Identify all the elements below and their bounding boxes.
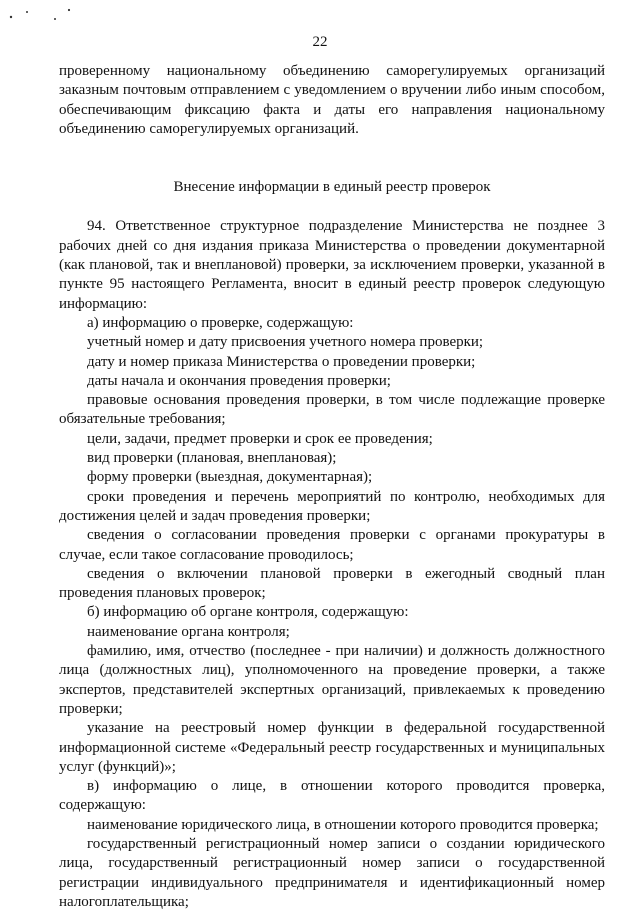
list-item: указание на реестровый номер функции в федеральной государственной информационной системе «Федеральный реестр государственных и муниципальных услуг (функций)»; [59, 720, 605, 775]
document-body [59, 62, 605, 912]
list-item: форму проверки (выездная, документарная); [87, 469, 373, 486]
list-item: сведения о согласовании проведения проверки с органами прокуратуры в случае, если такое согласование проводилось; [59, 527, 605, 563]
list-item: даты начала и окончания проведения проверки; [87, 372, 391, 389]
list-item: наименование юридического лица, в отношении которого проводится проверка; [87, 816, 599, 833]
subitem-a: а) информацию о проверке, содержащую: [87, 314, 354, 331]
list-item: цели, задачи, предмет проверки и срок ее проведения; [87, 430, 433, 447]
paragraph-continuation: проверенному национальному объединению саморегулируемых организаций заказным почтовым отправлением с уведомлением о вручении либо иным способом, обеспечивающим фиксацию факта и даты его направления национальному объединению саморегулируемых организаций. [59, 63, 605, 137]
list-item: правовые основания проведения проверки, в том числе подлежащие проверке обязательные требования; [59, 392, 605, 428]
list-item: дату и номер приказа Министерства о проведении проверки; [87, 353, 476, 370]
list-item: учетный номер и дату присвоения учетного номера проверки; [87, 334, 484, 351]
list-item: фамилию, имя, отчество (последнее - при наличии) и должность должностного лица (должностных лиц), уполномоченного на проведение проверки, а также экспертов, представителей экспертных организаций, привлекаемых к проведению проверки; [59, 643, 605, 717]
section-heading: Внесение информации в единый реестр проверок [173, 179, 491, 196]
list-item: вид проверки (плановая, внеплановая); [87, 450, 337, 467]
subitem-b: б) информацию об органе контроля, содержащую: [87, 604, 409, 621]
page-number: 22 [312, 34, 328, 50]
scan-specks [8, 6, 78, 22]
list-item: наименование органа контроля; [87, 623, 290, 640]
list-item: сроки проведения и перечень мероприятий по контролю, необходимых для достижения целей и задач проведения проверки; [59, 488, 605, 524]
list-item: сведения о включении плановой проверки в ежегодный сводный план проведения плановых проверок; [59, 565, 605, 602]
subitem-v: в) информацию о лице, в отношении которого проводится проверка, содержащую: [59, 778, 605, 814]
paragraph-item-94: 94. Ответственное структурное подразделение Министерства не позднее 3 рабочих дней со дня издания приказа Министерства о проведении документарной (как плановой, так и внеплановой) проверки, за исключением проверки, указанной в пункте 95 настоящего Регламента, вносит в единый реестр проверок следующую информацию: [59, 218, 605, 312]
list-item: государственный регистрационный номер записи о создании юридического лица, государственный регистрационный номер записи о государственной регистрации индивидуального предпринимателя и идентификационный номер налогоплательщика; [59, 835, 605, 910]
